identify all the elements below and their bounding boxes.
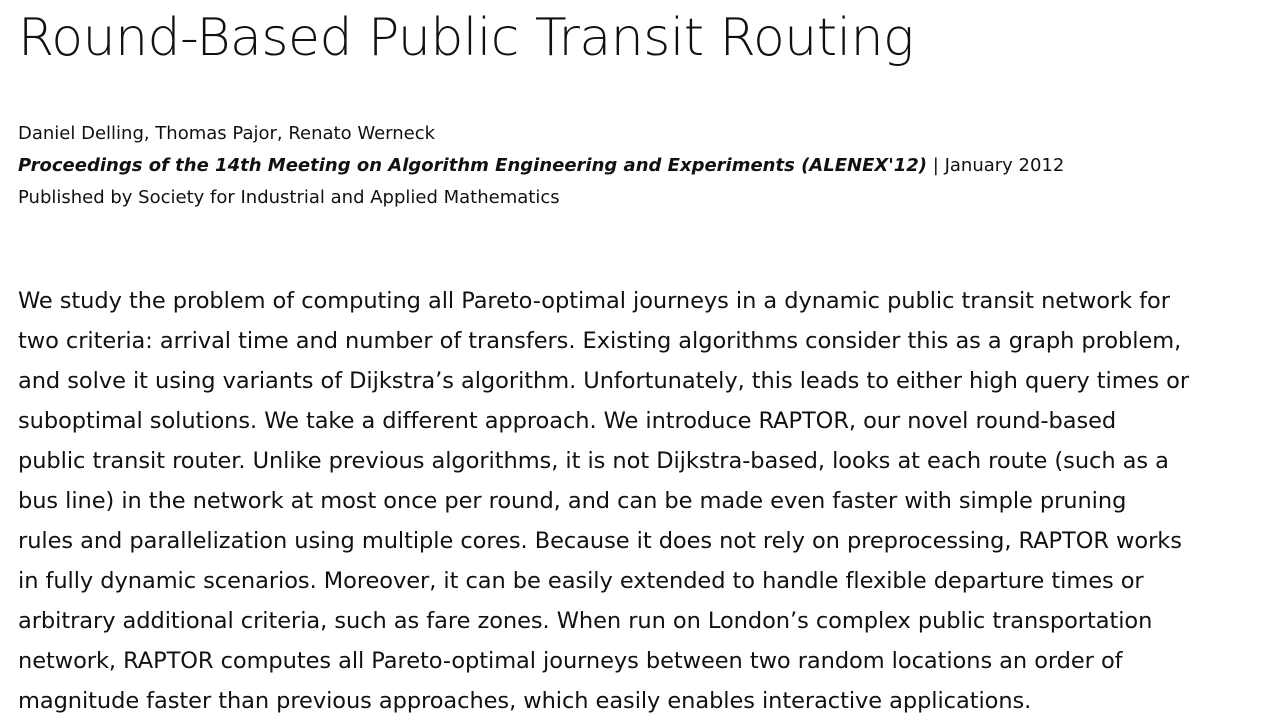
abstract-line: suboptimal solutions. We take a different approach. We introduce RAPTOR, our novel round-based xyxy=(18,408,1117,434)
abstract xyxy=(18,281,1268,721)
venue: Proceedings of the 14th Meeting on Algorithm Engineering and Experiments (ALENEX'12) xyxy=(18,155,928,176)
paper-page xyxy=(18,0,1268,714)
abstract-line: public transit router. Unlike previous algorithms, it is not Dijkstra-based, looks at each route (such as a xyxy=(18,448,1169,474)
authors: Daniel Delling, Thomas Pajor, Renato Werneck xyxy=(18,123,436,144)
publication-date: January 2012 xyxy=(944,155,1065,176)
venue-line xyxy=(18,150,1268,182)
abstract-line: bus line) in the network at most once per round, and can be made even faster with simple pruning xyxy=(18,488,1127,514)
publisher: Published by Society for Industrial and Applied Mathematics xyxy=(18,187,560,208)
venue-separator: | xyxy=(932,155,939,176)
paper-metadata xyxy=(18,118,1268,214)
abstract-line: two criteria: arrival time and number of transfers. Existing algorithms consider this as a graph problem, xyxy=(18,328,1182,354)
abstract-line: We study the problem of computing all Pareto-optimal journeys in a dynamic public transit network for xyxy=(18,288,1170,314)
paper-title: Round-Based Public Transit Routing xyxy=(18,8,914,68)
abstract-line: and solve it using variants of Dijkstra’s algorithm. Unfortunately, this leads to either high query times or xyxy=(18,368,1190,394)
abstract-line: in fully dynamic scenarios. Moreover, it can be easily extended to handle flexible departure times or xyxy=(18,568,1144,594)
abstract-line: magnitude faster than previous approaches, which easily enables interactive applications. xyxy=(18,688,1032,714)
abstract-line: network, RAPTOR computes all Pareto-optimal journeys between two random locations an order of xyxy=(18,648,1123,674)
abstract-line: arbitrary additional criteria, such as fare zones. When run on London’s complex public transportation xyxy=(18,608,1153,634)
abstract-line: rules and parallelization using multiple cores. Because it does not rely on preprocessing, RAPTOR works xyxy=(18,528,1182,554)
